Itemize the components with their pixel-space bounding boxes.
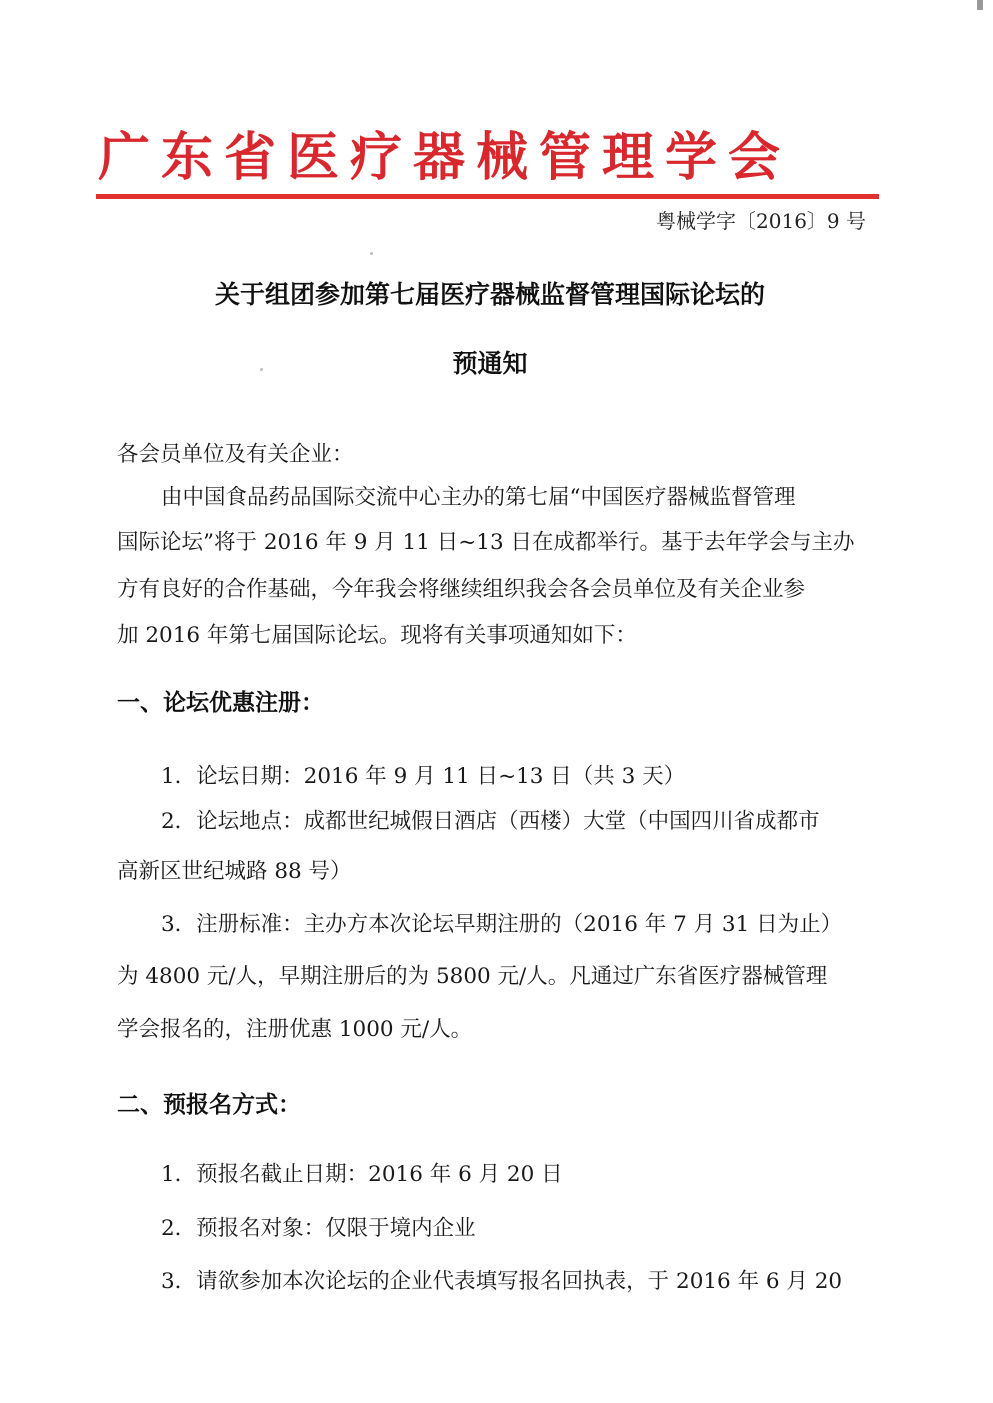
salutation: 各会员单位及有关企业：	[117, 442, 354, 467]
section-1-item: 1．论坛日期：2016 年 9 月 11 日~13 日（共 3 天）	[161, 764, 686, 789]
intro-paragraph-line: 由中国食品药品国际交流中心主办的第七届“中国医疗器械监督管理	[161, 485, 796, 510]
scan-speck	[260, 368, 263, 371]
section-1-item: 3．注册标准：主办方本次论坛早期注册的（2016 年 7 月 31 日为止）	[161, 912, 843, 937]
organization-letterhead: 广东省医疗器械管理学会	[98, 128, 792, 188]
section-2-item: 3．请欲参加本次论坛的企业代表填写报名回执表，于 2016 年 6 月 20	[161, 1269, 843, 1294]
intro-paragraph-line: 加 2016 年第七届国际论坛。现将有关事项通知如下：	[117, 623, 637, 648]
section-2-item: 1．预报名截止日期：2016 年 6 月 20 日	[161, 1162, 563, 1187]
section-2-item: 2．预报名对象：仅限于境内企业	[161, 1216, 476, 1241]
section-1-item: 2．论坛地点：成都世纪城假日酒店（西楼）大堂（中国四川省成都市	[161, 809, 820, 834]
section-1-item-continuation: 学会报名的，注册优惠 1000 元/人。	[117, 1017, 473, 1042]
notice-title-line-1: 关于组团参加第七届医疗器械监督管理国际论坛的	[214, 280, 765, 309]
section-1-heading: 一、论坛优惠注册：	[117, 690, 324, 716]
scan-speck	[370, 252, 373, 255]
section-1-item-continuation: 高新区世纪城路 88 号）	[117, 859, 352, 884]
section-1-item-continuation: 为 4800 元/人，早期注册后的为 5800 元/人。凡通过广东省医疗器械管理	[117, 964, 828, 989]
intro-paragraph-line: 方有良好的合作基础，今年我会将继续组织我会各会员单位及有关企业参	[117, 577, 806, 602]
section-2-heading: 二、预报名方式：	[117, 1092, 301, 1118]
notice-title-line-2: 预通知	[452, 349, 528, 378]
intro-paragraph-line: 国际论坛”将于 2016 年 9 月 11 日~13 日在成都举行。基于去年学会与主办	[117, 530, 855, 555]
document-number: 粤械学字〔2016〕9 号	[656, 209, 866, 233]
letterhead-red-rule	[96, 194, 879, 199]
scan-corner-mark	[977, 0, 983, 10]
